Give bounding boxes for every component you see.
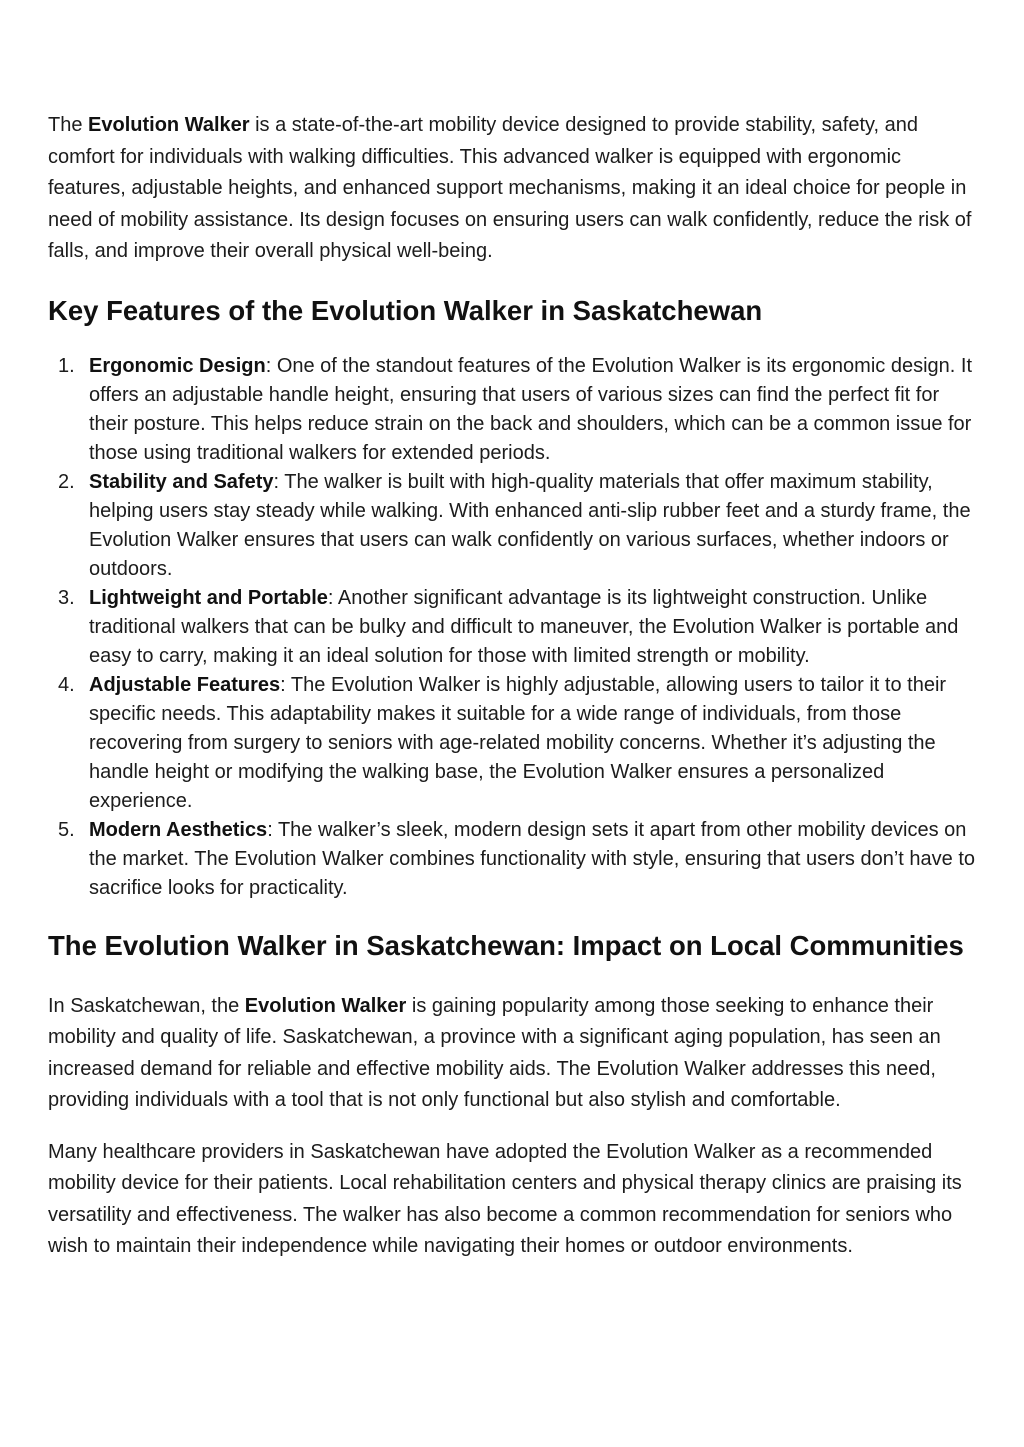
saskatchewan-paragraph	[48, 991, 978, 1117]
feature-item	[48, 468, 978, 584]
feature-text: : One of the standout features of the Evolution Walker is its ergonomic design. It offers an adjustable handle height, ensuring that users of various sizes can find the perfect fit for their posture. This helps reduce strain on the back and shoulders, which can be a common issue for those using traditional walkers for extended periods.	[89, 354, 973, 464]
feature-text: : The Evolution Walker is highly adjustable, allowing users to tailor it to their specific needs. This adaptability makes it suitable for a wide range of individuals, from those recovering from surgery to seniors with age-related mobility concerns. Whether it’s adjusting the handle height or modifying the walking base, the Evolution Walker ensures a personalized experience.	[89, 673, 947, 812]
saskatchewan-product-name: Evolution Walker	[244, 994, 407, 1017]
saskatchewan-text-start: In Saskatchewan, the	[48, 994, 245, 1017]
intro-text-rest: is a state-of-the-art mobility device designed to provide stability, safety, and comfort for individuals with walking difficulties. This advanced walker is equipped with ergonomic features, adjustable heights, and enhanced support mechanisms, making it an ideal choice for people in need of mobility assistance. Its design focuses on ensuring users can walk confidently, reduce the risk of falls, and improve their overall physical well-being.	[48, 114, 972, 262]
feature-title: Adjustable Features	[89, 673, 281, 696]
saskatchewan-text-rest: is gaining popularity among those seeking to enhance their mobility and quality of life. Saskatchewan, a province with a significant aging population, has seen an increased demand for reliable and effective mobility aids. The Evolution Walker addresses this need, providing individuals with a tool that is not only functional but also stylish and comfortable.	[48, 994, 941, 1111]
feature-title: Stability and Safety	[89, 470, 274, 493]
impact-heading: The Evolution Walker in Saskatchewan: Impact on Local Communities	[48, 929, 964, 961]
key-features-heading: Key Features of the Evolution Walker in Saskatchewan	[48, 294, 763, 326]
feature-item	[48, 816, 978, 903]
feature-title: Lightweight and Portable	[89, 586, 328, 609]
feature-text: : Another significant advantage is its lightweight construction. Unlike traditional walkers that can be bulky and difficult to maneuver, the Evolution Walker is portable and easy to carry, making it an ideal solution for those with limited strength or mobility.	[89, 586, 959, 667]
intro-product-name: Evolution Walker	[88, 114, 250, 136]
feature-title: Modern Aesthetics	[89, 818, 268, 841]
intro-paragraph	[48, 110, 978, 268]
feature-number: 5.	[58, 818, 75, 841]
feature-text: : The walker is built with high-quality materials that offer maximum stability, helping users stay steady while walking. With enhanced anti-slip rubber feet and a sturdy frame, the Evolution Walker ensures that users can walk confidently on various surfaces, whether indoors or outdoors.	[89, 470, 971, 580]
feature-item	[48, 352, 978, 468]
intro-text-start: The	[48, 114, 89, 136]
healthcare-paragraph: Many healthcare providers in Saskatchewan have adopted the Evolution Walker as a recommended mobility device for their patients. Local rehabilitation centers and physical therapy clinics are praising its versatility and effectiveness. The walker has also become a common recommendation for seniors who wish to maintain their independence while navigating their homes or outdoor environments.	[48, 1140, 962, 1257]
feature-number: 3.	[58, 586, 75, 609]
feature-item	[48, 671, 978, 816]
feature-text: : The walker’s sleek, modern design sets it apart from other mobility devices on the market. The Evolution Walker combines functionality with style, ensuring that users don’t have to sacrifice looks for practicality.	[89, 818, 975, 899]
document-page	[48, 110, 978, 1263]
feature-item	[48, 584, 978, 671]
features-list	[48, 352, 978, 903]
feature-number: 1.	[58, 354, 75, 377]
feature-number: 2.	[58, 470, 75, 493]
feature-number: 4.	[58, 673, 75, 696]
feature-title: Ergonomic Design	[89, 354, 266, 377]
